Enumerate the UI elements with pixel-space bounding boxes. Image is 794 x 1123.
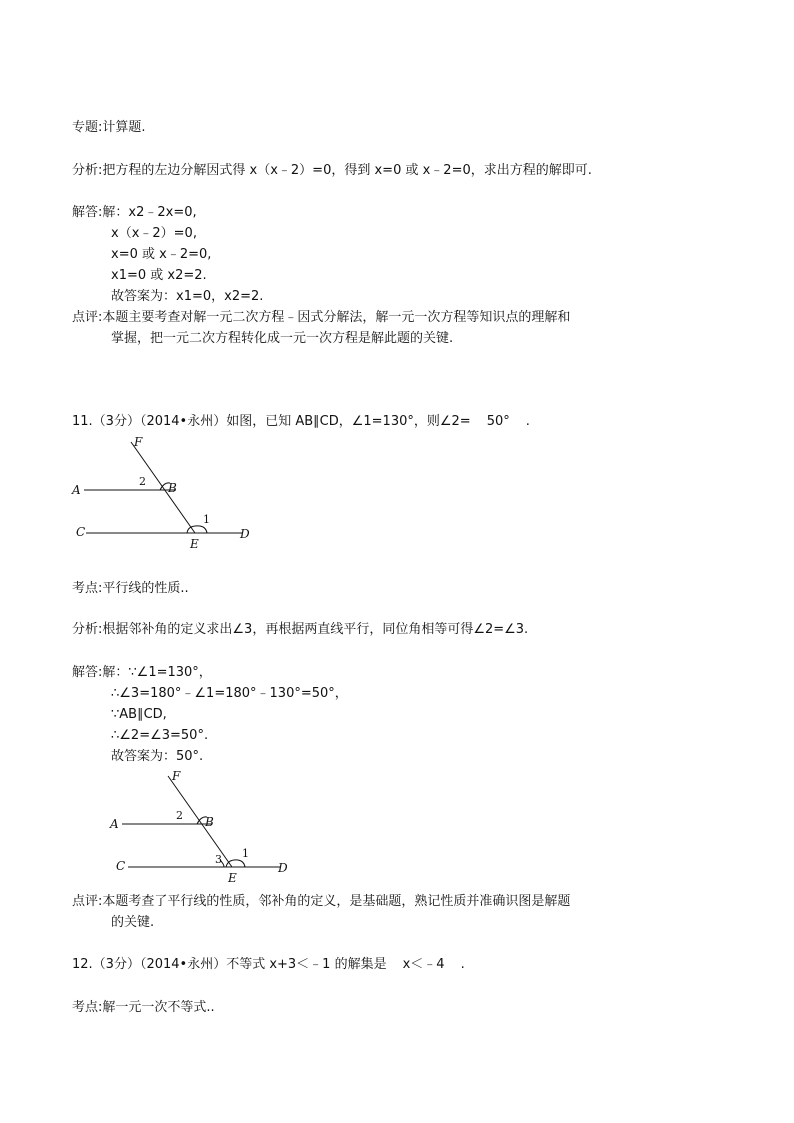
solution-step: x=0 或 x﹣2=0, (111, 247, 212, 262)
question-12-text: 12.（3分）（2014•永州）不等式 x+3＜﹣1 的解集是 (72, 957, 387, 972)
label-c: C (116, 859, 126, 873)
solution-step: ∴∠3=180°﹣∠1=180°﹣130°=50°， (111, 686, 348, 701)
question-12-header (72, 956, 465, 974)
kaodian-line (72, 580, 189, 598)
question-12-answer: x＜﹣4 (402, 957, 445, 972)
angle-1-arc (226, 860, 245, 867)
solution-step: x1=0 或 x2=2. (111, 268, 207, 283)
comment-label: 点评: (72, 310, 103, 325)
solution-step: 故答案为：x1=0，x2=2. (111, 289, 264, 304)
comment-line (72, 309, 570, 327)
analysis-text: 把方程的左边分解因式得 x（x﹣2）=0，得到 x=0 或 x﹣2=0，求出方程的解即可. (102, 163, 592, 178)
question-11-header (72, 413, 530, 431)
question-11-end: . (525, 414, 530, 429)
analysis-line (72, 162, 592, 180)
kaodian-label: 考点: (72, 581, 103, 596)
label-b: B (168, 481, 177, 495)
label-d: D (278, 861, 288, 875)
analysis-label: 分析: (72, 163, 103, 178)
comment-label: 点评: (72, 894, 103, 909)
kaodian-label: 考点: (72, 1000, 103, 1015)
topic-line (72, 119, 146, 137)
solution-step: 故答案为：50°. (111, 749, 204, 764)
label-b: B (205, 815, 214, 829)
label-f: F (172, 769, 181, 783)
solution-line (72, 664, 212, 682)
topic-text: 计算题. (102, 120, 146, 135)
solution-label: 解答: (72, 665, 103, 680)
comment-text: 本题主要考查对解一元二次方程﹣因式分解法，解一元一次方程等知识点的理解和 (102, 310, 571, 325)
question-11-text: 11.（3分）（2014•永州）如图，已知 AB∥CD，∠1=130°，则∠2= (72, 414, 471, 429)
solution-label: 解答: (72, 205, 103, 220)
comment-text: 掌握，把一元二次方程转化成一元一次方程是解此题的关键. (111, 331, 454, 346)
solution-step: 解：x2﹣2x=0, (102, 205, 197, 220)
comment-text: 本题考查了平行线的性质，邻补角的定义，是基础题，熟记性质并准确识图是解题 (102, 894, 571, 909)
angle-1-arc (187, 526, 207, 533)
question-12-end: . (460, 957, 465, 972)
label-e: E (228, 871, 237, 885)
label-angle-1: 1 (203, 513, 210, 526)
solution-step: 解：∵∠1=130°， (102, 665, 212, 680)
kaodian-text: 解一元一次不等式.. (102, 1000, 215, 1015)
label-angle-2: 2 (176, 809, 183, 822)
comment-text: 的关键. (111, 915, 155, 930)
analysis-line (72, 621, 528, 639)
kaodian-line (72, 999, 215, 1017)
question-11-answer: 50° (486, 414, 510, 429)
parallel-lines-figure-solution (110, 768, 300, 888)
label-angle-1: 1 (242, 847, 249, 860)
comment-line (72, 893, 570, 911)
solution-step: x（x﹣2）=0, (111, 226, 197, 241)
kaodian-text: 平行线的性质.. (102, 581, 189, 596)
label-d: D (240, 527, 250, 541)
analysis-text: 根据邻补角的定义求出∠3，再根据两直线平行，同位角相等可得∠2=∠3. (102, 622, 529, 637)
label-c: C (76, 525, 86, 539)
label-a: A (72, 483, 81, 497)
label-angle-3: 3 (215, 853, 222, 866)
label-f: F (134, 435, 143, 449)
solution-step: ∴∠2=∠3=50°. (111, 728, 209, 743)
label-e: E (190, 537, 199, 551)
analysis-label: 分析: (72, 622, 103, 637)
label-a: A (110, 817, 119, 831)
solution-line (72, 204, 197, 222)
topic-label: 专题: (72, 120, 103, 135)
parallel-lines-figure (70, 432, 260, 552)
solution-step: ∵AB∥CD, (111, 707, 167, 722)
label-angle-2: 2 (139, 475, 146, 488)
